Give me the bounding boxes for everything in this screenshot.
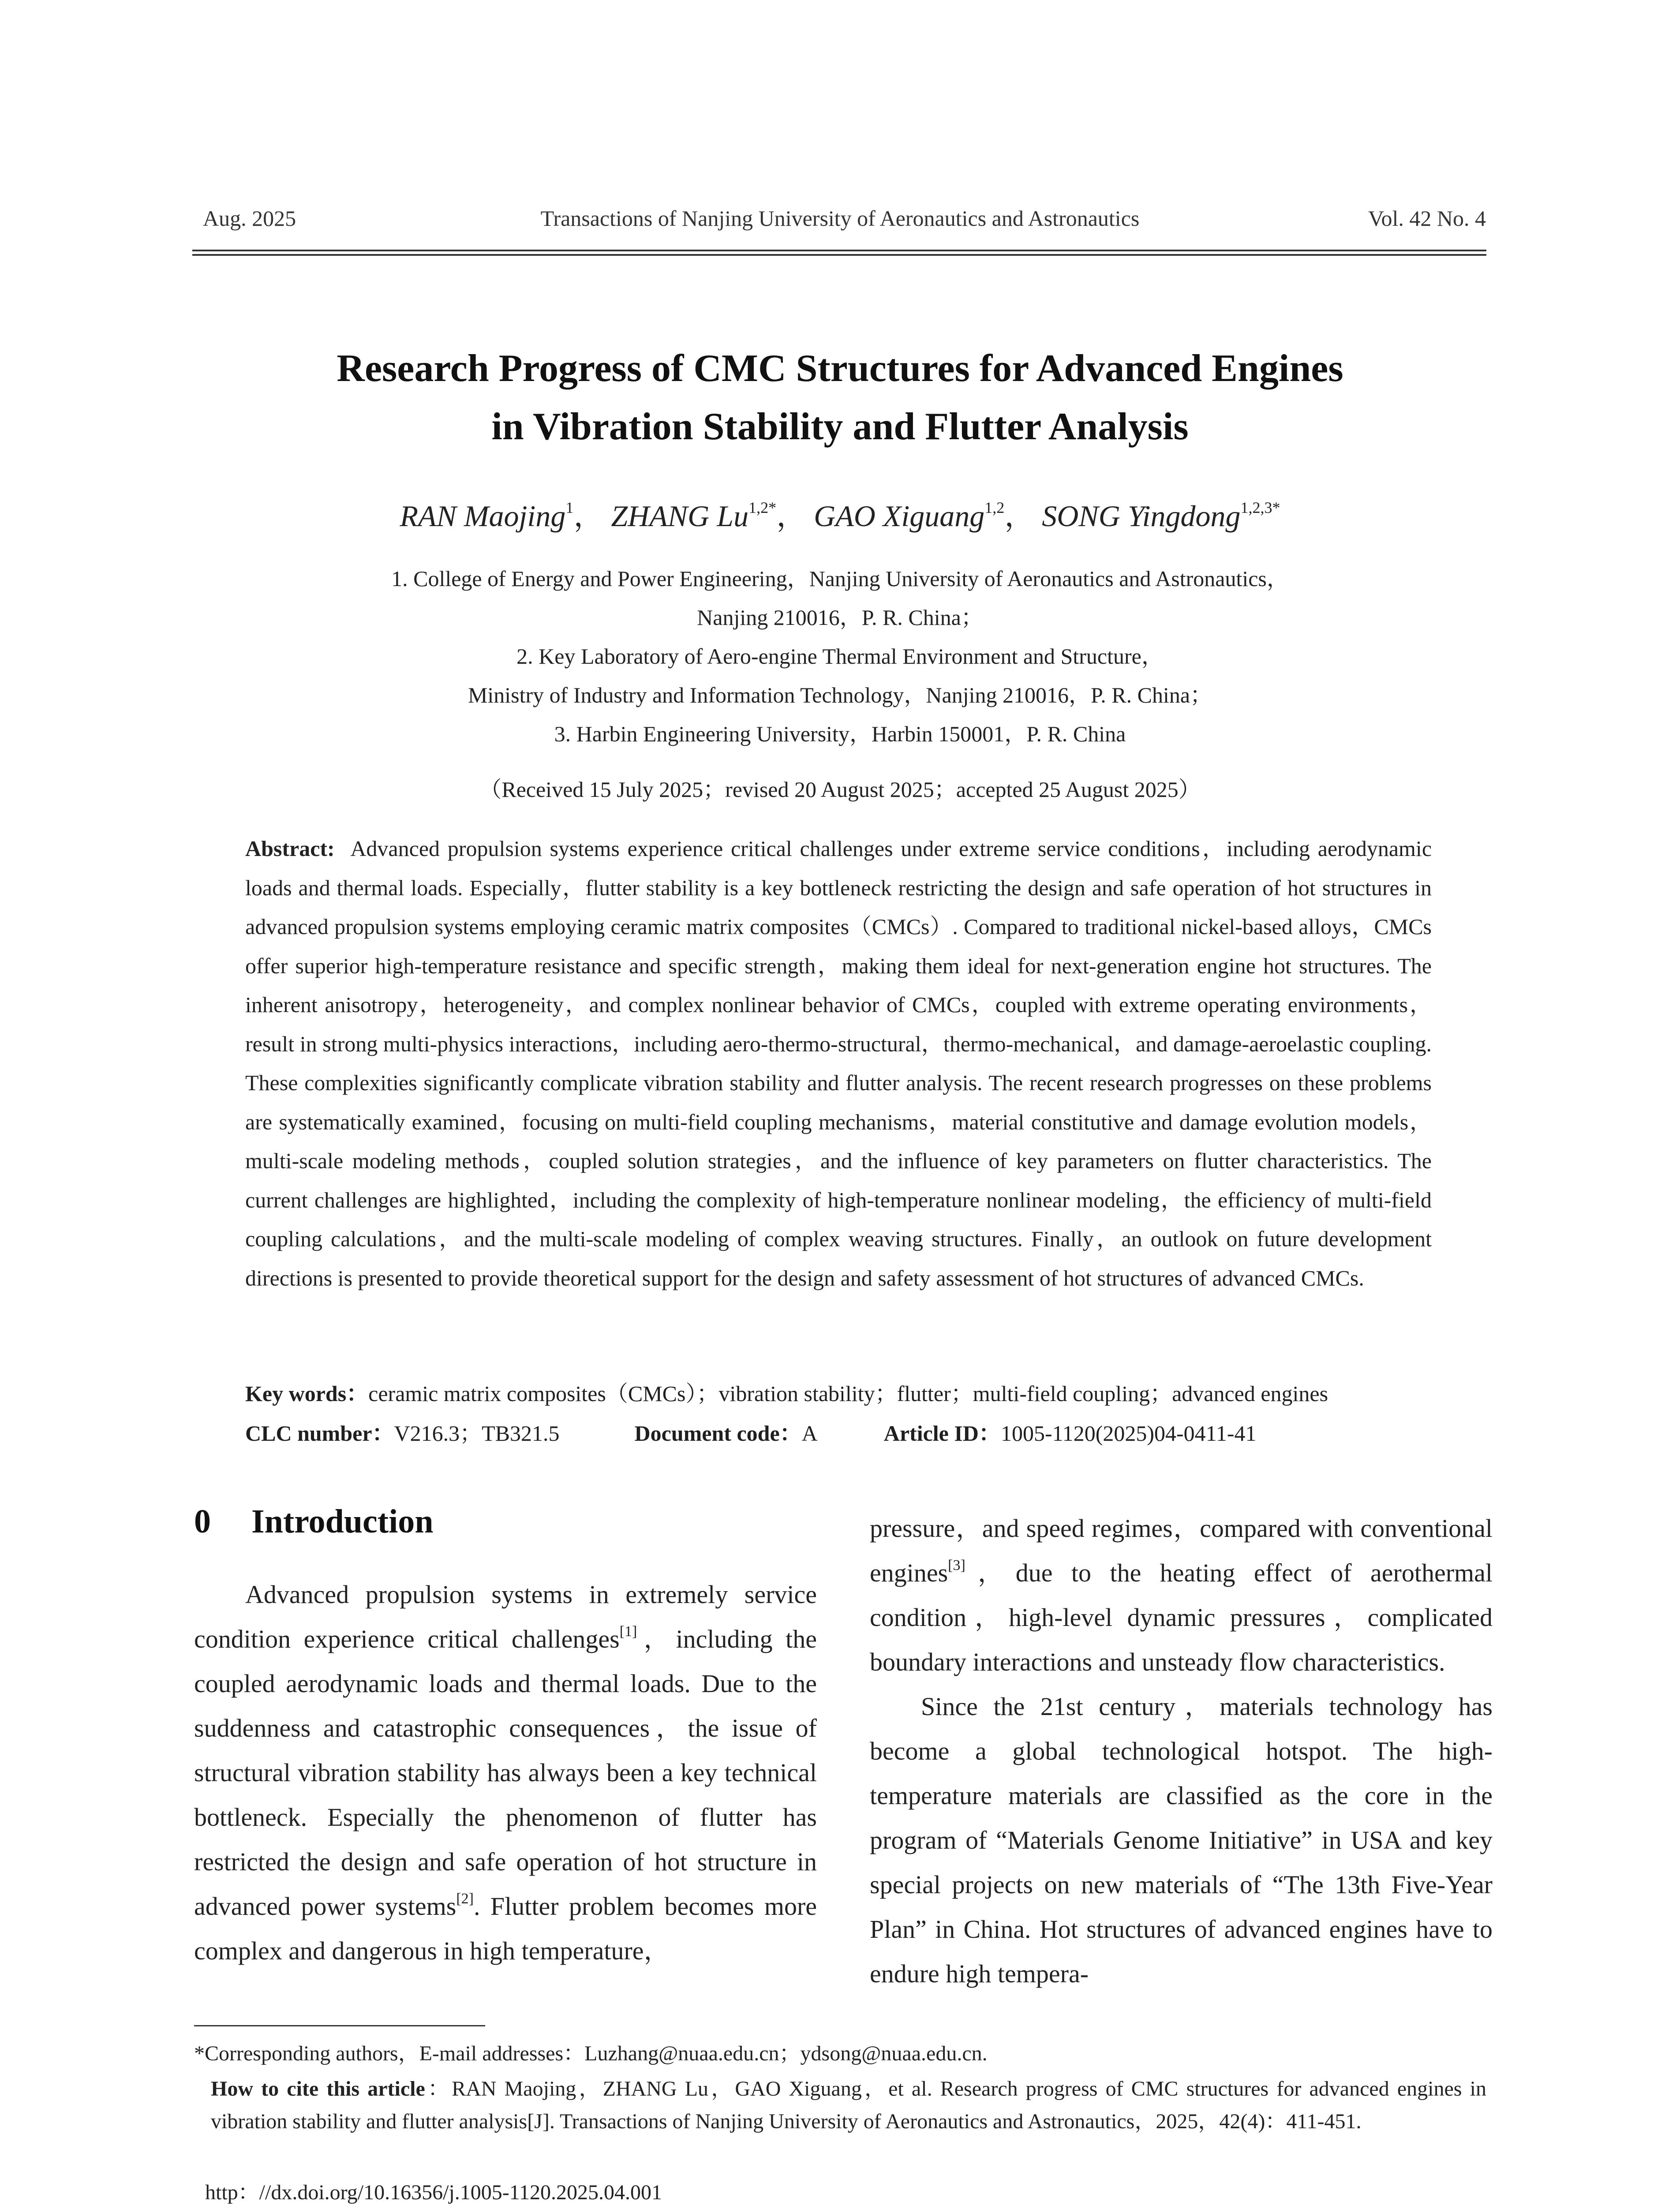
section-number: 0	[194, 1503, 211, 1540]
citation-ref[interactable]: [2]	[456, 1891, 474, 1907]
author-list: RAN Maojing$^1$， ZHANG $Lu^{1,2*}$， GAO Xiguang$^{1,2}$， SONG Yingdong$^{1,2,3*}$	[400, 499, 1280, 533]
author-affiliation-mark: 1	[565, 499, 574, 516]
affiliation-line: Ministry of Industry and Information Technology，Nanjing 210016，P. R. China；	[468, 683, 1212, 707]
header-journal-name: Transactions of Nanjing University of Aeronautics and Astronautics	[540, 206, 1140, 231]
header-rule-bottom	[192, 254, 1486, 256]
paper-title-line-1: Research Progress of CMC Structures for Advanced Engines	[337, 347, 1343, 390]
citation-label: How to cite this article	[211, 2077, 425, 2100]
abstract-label: Abstract:	[245, 836, 335, 861]
author-affiliation-mark: 1,2,3*	[1240, 499, 1280, 516]
author-affiliation-mark: 1,2	[984, 499, 1005, 516]
keywords	[245, 1380, 1436, 1407]
clc-label: CLC number：	[245, 1421, 394, 1446]
article-id-label: Article ID：	[883, 1421, 1001, 1446]
footnote-rule	[194, 2025, 485, 2026]
section-title: Introduction	[251, 1503, 434, 1540]
citation-ref[interactable]: [3]	[948, 1557, 965, 1573]
paragraph	[194, 1572, 817, 1973]
author-name: GAO Xiguang	[814, 499, 985, 533]
body-column-left	[194, 1572, 817, 1973]
header-rule-top	[192, 250, 1486, 251]
received-dates: （Received 15 July 2025；revised 20 August 2025；accepted 25 August 2025）	[479, 777, 1201, 802]
text-run: pressure，and speed regimes，compared with conventional engines	[870, 1514, 1493, 1587]
text-run: ，including the coupled aerodynamic loads and thermal loads. Due to the suddenness and catastrophic consequences，the issue of structural vibration stability has always been a key technical bottleneck. Especially the phenomenon of flutter has restricted the design and safe operation of hot structure in advanced power systems	[194, 1625, 817, 1921]
paper-title-line-2: in Vibration Stability and Flutter Analysis	[491, 405, 1189, 448]
corresponding-author-note: *Corresponding authors，E-mail addresses：Luzhang@nuaa.edu.cn；ydsong@nuaa.edu.cn.	[194, 2042, 988, 2065]
body-column-right	[870, 1506, 1493, 1996]
author-affiliation-mark: 1,2*	[748, 499, 777, 516]
document-code-value: A	[801, 1421, 818, 1446]
doi-link[interactable]: http：//dx.doi.org/10.16356/j.1005-1120.2025.04.001	[205, 2181, 662, 2204]
affiliation-line: 3. Harbin Engineering University，Harbin 150001，P. R. China	[554, 721, 1126, 746]
text-run: . Flutter problem becomes more complex and dangerous in high temperature，	[194, 1892, 817, 1965]
affiliation-line: 2. Key Laboratory of Aero-engine Thermal Environment and Structure，	[516, 644, 1164, 669]
text-run: Advanced propulsion systems in extremely service condition experience critical challenges	[194, 1580, 817, 1653]
citation-ref[interactable]: [1]	[619, 1623, 637, 1640]
affiliations	[0, 559, 1680, 753]
text-run: ，due to the heating effect of aerothermal condition，high-level dynamic pressures，complicated boundary interactions and unsteady flow characteristics.	[870, 1558, 1493, 1676]
citation-note	[211, 2073, 1486, 2138]
keywords-text: ceramic matrix composites（CMCs）；vibration stability；flutter；multi-field coupling；advanced engines	[368, 1381, 1328, 1406]
affiliation-line: 1. College of Energy and Power Engineering，Nanjing University of Aeronautics and Astronautics，	[391, 566, 1289, 591]
abstract	[245, 829, 1432, 1297]
article-id-value: 1005-1120(2025)04-0411-41	[1000, 1421, 1257, 1446]
paragraph: Since the 21st century，materials technology has become a global technological hotspot. The high-temperature materials are classified as the core in the program of “Materials Genome Initiative” in USA and key special projects on new materials of “The 13th Five-Year Plan” in China. Hot structures of advanced engines have to endure high tempera-	[870, 1692, 1493, 1988]
document-code-label: Document code：	[634, 1421, 802, 1446]
abstract-text: Advanced propulsion systems experience critical challenges under extreme service conditions，including aerodynamic loads and thermal loads. Especially，flutter stability is a key bottleneck restricting the design and safe operation of hot structures in advanced propulsion systems employing ceramic matrix composites（CMCs）. Compared to traditional nickel-based alloys，CMCs offer superior high-temperature resistance and specific strength，making them ideal for next-generation engine hot structures. The inherent anisotropy，heterogeneity，and complex nonlinear behavior of CMCs，coupled with extreme operating environments，result in strong multi-physics interactions，including aero-thermo-structural，thermo-mechanical，and damage-aeroelastic coupling. These complexities significantly complicate vibration stability and flutter analysis. The recent research progresses on these problems are systematically examined，focusing on multi-field coupling mechanisms，material constitutive and damage evolution models，multi-scale modeling methods，coupled solution strategies，and the influence of key parameters on flutter characteristics. The current challenges are highlighted，including the complexity of high-temperature nonlinear modeling，the efficiency of multi-field coupling calculations，and the multi-scale modeling of complex weaving structures. Finally，an outlook on future development directions is presented to provide theoretical support for the design and safety assessment of hot structures of advanced CMCs.	[245, 836, 1432, 1290]
keywords-label: Key words：	[245, 1381, 369, 1406]
clc-value: V216.3；TB321.5	[394, 1421, 560, 1446]
header-date: Aug. 2025	[203, 206, 296, 231]
author-name: RAN Maojing	[400, 499, 566, 533]
header-volume: Vol. 42 No. 4	[1368, 206, 1486, 231]
affiliation-line: Nanjing 210016，P. R. China；	[697, 605, 983, 630]
author-name: ZHANG Lu	[611, 499, 749, 533]
classification-line	[245, 1420, 1436, 1446]
author-name: SONG Yingdong	[1042, 499, 1241, 533]
paper-title	[0, 340, 1680, 456]
paragraph	[870, 1506, 1493, 1684]
section-heading	[194, 1502, 433, 1542]
citation-text: ：RAN Maojing，ZHANG Lu，GAO Xiguang，et al. Research progress of CMC structures for advanced engines in vibration stability and flutter analysis[J]. Transactions of Nanjing University of Aeronautics and Astronautics，2025，42(4)：411-451.	[211, 2077, 1486, 2133]
